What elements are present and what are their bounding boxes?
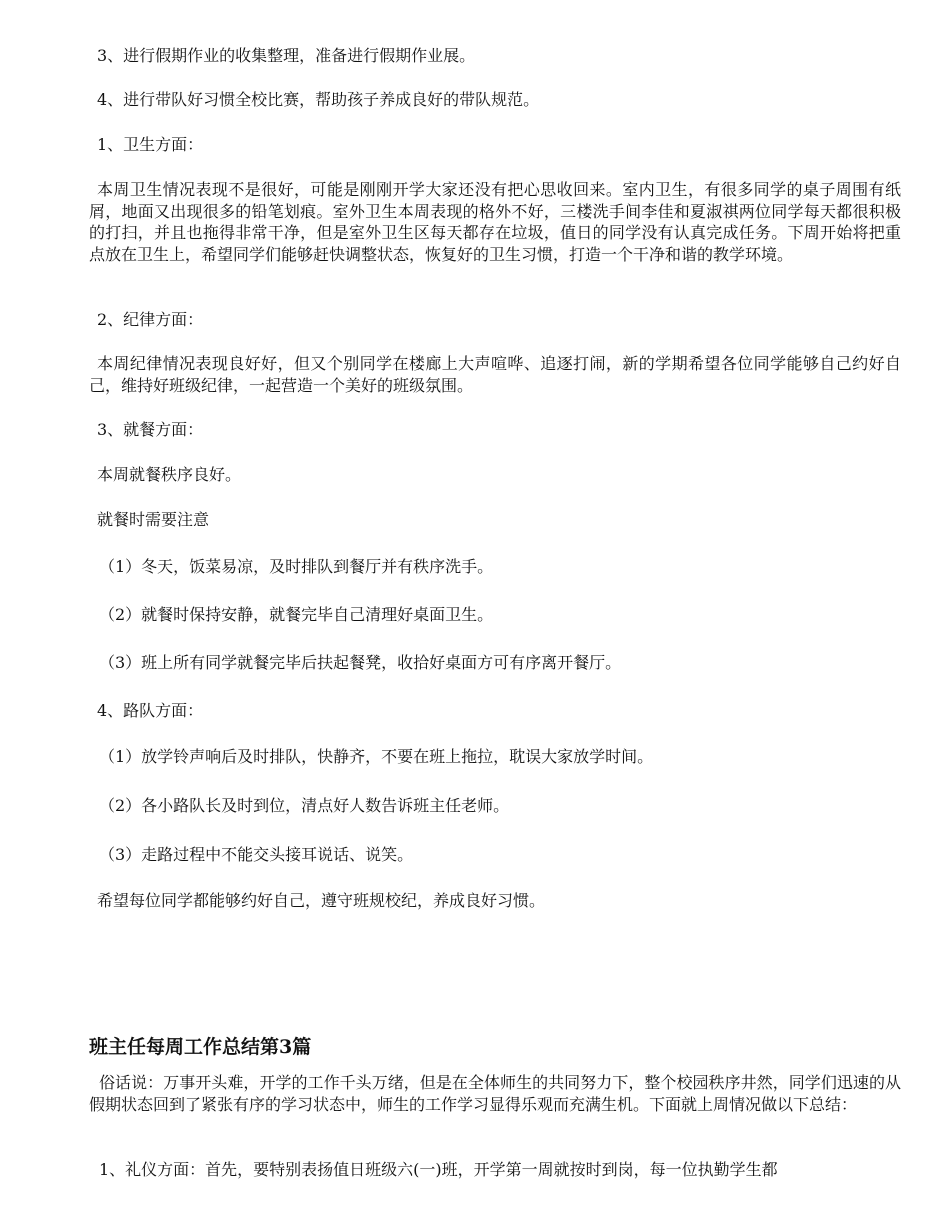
paragraph-homework-collect: 3、进行假期作业的收集整理，准备进行假期作业展。 (97, 46, 476, 65)
paragraph-intro: 俗话说：万事开头难，开学的工作千头万绪，但是在全体师生的共同努力下，整个校园秩序井然，同学们迅速的从假期状态回到了紧张有序的学习状态中，师生的工作学习显得乐观而充满生机。下面就上周情况做以下总结： (89, 1073, 901, 1114)
list-item-road-3: （3）走路过程中不能交头接耳说话、说笑。 (99, 845, 414, 864)
section-title: 班主任每周工作总结第3篇 (89, 1036, 312, 1058)
paragraph-dining-note: 就餐时需要注意 (97, 510, 210, 529)
paragraph-discipline: 本周纪律情况表现良好好，但又个别同学在楼廊上大声喧哗、追逐打闹，新的学期希望各位同学能够自己约好自己，维持好班级纪律，一起营造一个美好的班级氛围。 (89, 354, 901, 395)
list-item-dining-1: （1）冬天，饭菜易凉，及时排队到餐厅并有秩序洗手。 (99, 557, 494, 576)
paragraph-hygiene: 本周卫生情况表现不是很好，可能是刚刚开学大家还没有把心思收回来。室内卫生，有很多同学的桌子周围有纸屑，地面又出现很多的铅笔划痕。室外卫生本周表现的格外不好，三楼洗手间李佳和夏淑祺两位同学每天都很积极的打扫，并且也拖得非常干净，但是室外卫生区每天都存在垃圾，值日的同学没有认真完成任务。下周开始将把重点放在卫生上，希望同学们能够赶快调整状态，恢复好的卫生习惯，打造一个干净和谐的教学环境。 (89, 180, 901, 264)
paragraph-road-team-contest: 4、进行带队好习惯全校比赛，帮助孩子养成良好的带队规范。 (97, 90, 540, 109)
heading-hygiene: 1、卫生方面： (97, 135, 204, 154)
list-item-road-2: （2）各小路队长及时到位，清点好人数告诉班主任老师。 (99, 796, 510, 815)
paragraph-hope: 希望每位同学都能够约好自己，遵守班规校纪，养成良好习惯。 (97, 891, 546, 910)
paragraph-etiquette: 1、礼仪方面：首先，要特别表扬值日班级六(一)班，开学第一周就按时到岗，每一位执勤学生都 (99, 1160, 778, 1179)
heading-road-team: 4、路队方面： (97, 701, 204, 720)
list-item-road-1: （1）放学铃声响后及时排队，快静齐，不要在班上拖拉，耽误大家放学时间。 (99, 747, 654, 766)
paragraph-dining-order: 本周就餐秩序良好。 (97, 465, 242, 484)
list-item-dining-3: （3）班上所有同学就餐完毕后扶起餐凳，收拾好桌面方可有序离开餐厅。 (99, 653, 622, 672)
heading-dining: 3、就餐方面： (97, 420, 204, 439)
heading-discipline: 2、纪律方面： (97, 310, 204, 329)
list-item-dining-2: （2）就餐时保持安静，就餐完毕自己清理好桌面卫生。 (99, 605, 494, 624)
